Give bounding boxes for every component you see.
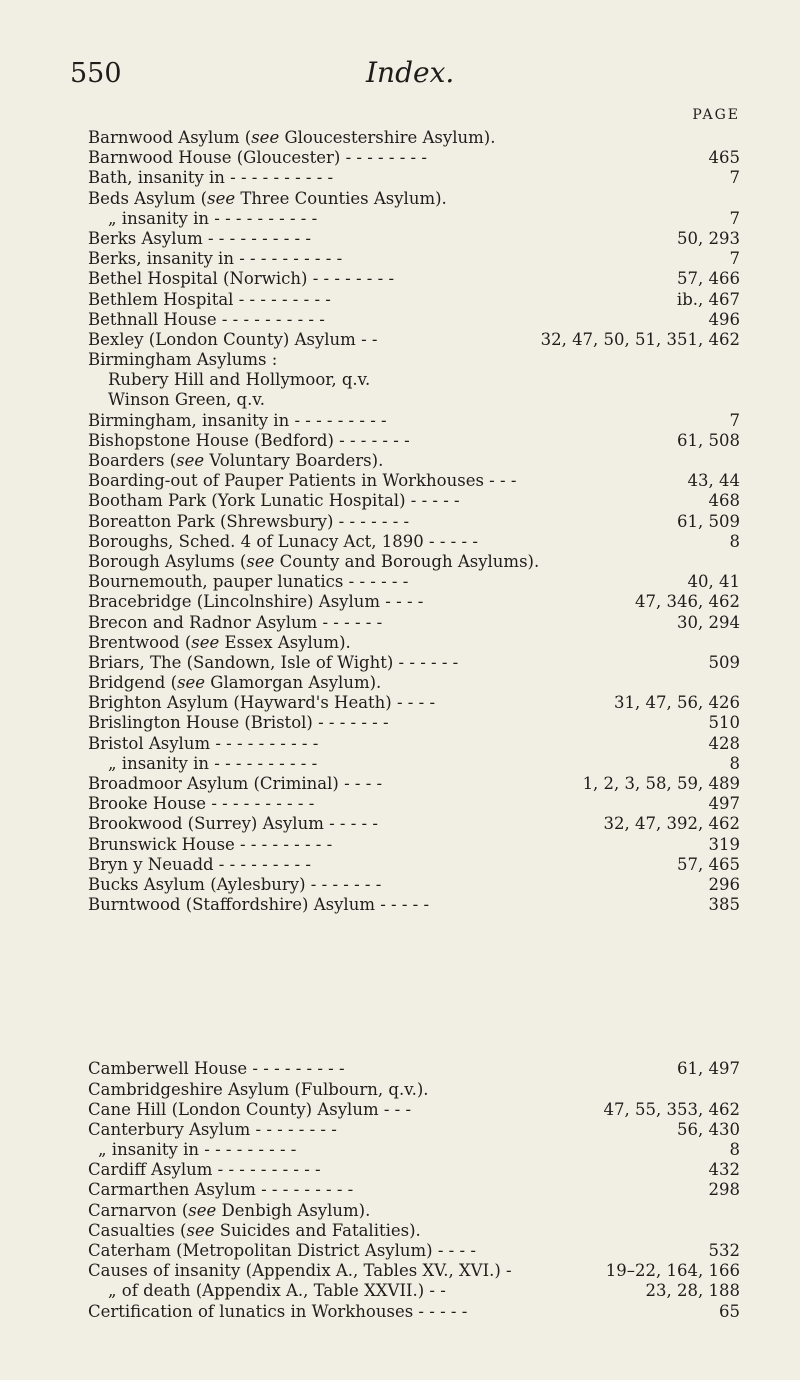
entry-text: „ of death (Appendix A., Table XXVII.) - -: [108, 1281, 446, 1301]
entry-text: Burntwood (Staffordshire) Asylum - - - - -: [88, 895, 430, 915]
entry-text: Carmarthen Asylum - - - - - - - - -: [88, 1180, 354, 1200]
entry-text: Certification of lunatics in Workhouses - - - - -: [88, 1301, 468, 1321]
index-entry: [88, 1201, 740, 1221]
entry-page-ref: 8: [729, 753, 740, 773]
entry-text: Brentwood (see Essex Asylum).: [88, 632, 351, 652]
index-entry: [88, 552, 740, 572]
index-entry: [88, 1302, 740, 1322]
entry-page-ref: 47, 55, 353, 462: [603, 1099, 740, 1119]
entry-text: Cambridgeshire Asylum (Fulbourn, q.v.).: [88, 1079, 429, 1099]
entry-page-ref: 19–22, 164, 166: [605, 1261, 740, 1281]
index-entry: [88, 1160, 740, 1180]
index-entry: [88, 613, 740, 633]
entry-page-ref: 32, 47, 392, 462: [603, 814, 740, 834]
entry-page-ref: 43, 44: [687, 471, 740, 491]
entry-text: Bryn y Neuadd - - - - - - - - -: [88, 854, 311, 874]
entry-text: Briars, The (Sandown, Isle of Wight) - - - - - -: [88, 652, 459, 672]
entry-page-ref: 7: [729, 208, 740, 228]
index-entry: [88, 229, 740, 249]
index-entry: [88, 390, 740, 410]
entry-page-ref: 468: [708, 491, 740, 511]
entry-page-ref: ib., 467: [676, 289, 740, 309]
entry-page-ref: 8: [729, 531, 740, 551]
index-entry: [88, 350, 740, 370]
entry-text: Brunswick House - - - - - - - - -: [88, 834, 333, 854]
index-entry: [88, 491, 740, 511]
index-entry: [88, 512, 740, 532]
entry-text: Caterham (Metropolitan District Asylum) - - - -: [88, 1241, 476, 1260]
index-entry: [88, 1180, 740, 1200]
index-entry: [88, 330, 740, 350]
index-entry: [88, 1261, 740, 1281]
entry-page-ref: 496: [708, 309, 740, 329]
index-entry: [88, 633, 740, 653]
index-entry: [88, 290, 740, 310]
entry-text: „ insanity in - - - - - - - - - -: [108, 208, 318, 228]
page-number: 550: [70, 58, 122, 89]
entry-text: Birmingham, insanity in - - - - - - - - -: [88, 410, 387, 430]
entry-page-ref: 8: [729, 1140, 740, 1160]
entry-text: Casualties (see Suicides and Fatalities).: [88, 1220, 421, 1240]
entry-text: „ insanity in - - - - - - - - -: [98, 1140, 297, 1160]
entry-page-ref: 385: [708, 895, 740, 915]
entry-text: Camberwell House - - - - - - - - -: [88, 1059, 345, 1079]
entry-text: Birmingham Asylums :: [88, 350, 278, 370]
entry-text: Bournemouth, pauper lunatics - - - - - -: [88, 572, 409, 592]
entry-page-ref: 428: [708, 733, 740, 753]
entry-text: Barnwood Asylum (see Gloucestershire Asylum).: [88, 128, 496, 147]
entry-text: Brecon and Radnor Asylum - - - - - -: [88, 612, 383, 632]
entry-page-ref: 296: [708, 874, 740, 894]
entry-page-ref: 7: [729, 249, 740, 269]
entry-text: Winson Green, q.v.: [108, 390, 265, 410]
index-group: [88, 128, 740, 915]
entry-page-ref: 30, 294: [677, 612, 740, 632]
entry-page-ref: 432: [708, 1160, 740, 1180]
entry-text: Bexley (London County) Asylum - -: [88, 329, 378, 349]
entry-page-ref: 56, 430: [677, 1119, 740, 1139]
index-entry: [88, 370, 740, 390]
index-entry: [88, 653, 740, 673]
entry-text: Boroughs, Sched. 4 of Lunacy Act, 1890 - - - - -: [88, 531, 478, 551]
entry-text: Barnwood House (Gloucester) - - - - - - - -: [88, 148, 427, 168]
entry-page-ref: 61, 497: [677, 1059, 740, 1079]
index-entry: [88, 1059, 740, 1079]
index-entry: [88, 673, 740, 693]
entry-text: Bethnall House - - - - - - - - - -: [88, 309, 325, 329]
index-entry: [88, 1100, 740, 1120]
entry-text: Bristol Asylum - - - - - - - - - -: [88, 733, 319, 753]
entry-text: Rubery Hill and Hollymoor, q.v.: [108, 370, 371, 390]
entry-text: Boreatton Park (Shrewsbury) - - - - - - -: [88, 511, 410, 531]
index-entry: [88, 713, 740, 733]
index-entry: [88, 693, 740, 713]
index-entry: [88, 451, 740, 471]
index-entry: [88, 269, 740, 289]
index-entry: [88, 1080, 740, 1100]
section-gap: [88, 915, 740, 1059]
entry-page-ref: 465: [708, 148, 740, 168]
entry-text: Causes of insanity (Appendix A., Tables XV., XVI.) -: [88, 1261, 512, 1281]
entry-text: Canterbury Asylum - - - - - - - -: [88, 1119, 337, 1139]
entry-text: Brookwood (Surrey) Asylum - - - - -: [88, 814, 378, 834]
index-entry: [88, 1120, 740, 1140]
entry-text: Bracebridge (Lincolnshire) Asylum - - - -: [88, 592, 424, 612]
entry-text: Carnarvon (see Denbigh Asylum).: [88, 1200, 371, 1220]
index-entry: [88, 592, 740, 612]
entry-text: Bethel Hospital (Norwich) - - - - - - - -: [88, 269, 395, 289]
entry-page-ref: 57, 465: [677, 854, 740, 874]
entry-text: Bucks Asylum (Aylesbury) - - - - - - -: [88, 874, 382, 894]
index-entry: [88, 249, 740, 269]
entry-text: Bootham Park (York Lunatic Hospital) - - - - -: [88, 491, 460, 511]
entry-page-ref: 57, 466: [677, 269, 740, 289]
index-entry: [88, 209, 740, 229]
entry-page-ref: 32, 47, 50, 51, 351, 462: [540, 329, 740, 349]
index-group: [88, 1059, 740, 1321]
entry-text: Cardiff Asylum - - - - - - - - - -: [88, 1160, 321, 1180]
entry-text: Brooke House - - - - - - - - - -: [88, 794, 315, 814]
entry-text: Broadmoor Asylum (Criminal) - - - -: [88, 774, 383, 793]
index-entry: [88, 754, 740, 774]
entry-text: Bethlem Hospital - - - - - - - - -: [88, 289, 331, 309]
index-entry: [88, 814, 740, 834]
entry-page-ref: 50, 293: [677, 228, 740, 248]
entry-page-ref: 532: [708, 1241, 740, 1260]
entry-text: Boarders (see Voluntary Boarders).: [88, 451, 384, 470]
entry-page-ref: 298: [708, 1180, 740, 1200]
entry-text: Cane Hill (London County) Asylum - - -: [88, 1099, 412, 1119]
index-entry: [88, 895, 740, 915]
index-entry: [88, 148, 740, 168]
entry-page-ref: 7: [729, 410, 740, 430]
index-entry: [88, 1241, 740, 1261]
index-entry: [88, 875, 740, 895]
entry-page-ref: 40, 41: [687, 572, 740, 592]
index-entry: [88, 774, 740, 794]
entry-page-ref: 23, 28, 188: [645, 1281, 740, 1301]
index-entry: [88, 532, 740, 552]
entry-text: Borough Asylums (see County and Borough Asylums).: [88, 551, 540, 571]
index-entry: [88, 310, 740, 330]
index-entry: [88, 471, 740, 491]
entry-text: Bishopstone House (Bedford) - - - - - - -: [88, 430, 410, 450]
index-entry: [88, 411, 740, 431]
index-entries: [88, 128, 740, 1322]
index-entry: [88, 1140, 740, 1160]
index-entry: [88, 835, 740, 855]
index-entry: [88, 128, 740, 148]
entry-text: Berks Asylum - - - - - - - - - -: [88, 228, 311, 248]
entry-text: Brighton Asylum (Hayward's Heath) - - - -: [88, 693, 436, 713]
entry-page-ref: 61, 508: [677, 430, 740, 450]
index-entry: [88, 1221, 740, 1241]
index-entry: [88, 855, 740, 875]
entry-page-ref: 497: [708, 794, 740, 814]
index-entry: [88, 734, 740, 754]
entry-page-ref: 65: [719, 1301, 740, 1321]
entry-text: Berks, insanity in - - - - - - - - - -: [88, 249, 343, 269]
entry-page-ref: 61, 509: [677, 511, 740, 531]
index-entry: [88, 1281, 740, 1301]
page-column-heading: PAGE: [692, 107, 740, 123]
entry-page-ref: 509: [708, 652, 740, 672]
entry-page-ref: 510: [708, 713, 740, 733]
entry-page-ref: 1, 2, 3, 58, 59, 489: [582, 774, 740, 793]
index-entry: [88, 168, 740, 188]
index-entry: [88, 572, 740, 592]
entry-text: Beds Asylum (see Three Counties Asylum).: [88, 188, 447, 208]
entry-page-ref: 31, 47, 56, 426: [614, 693, 740, 713]
index-entry: [88, 431, 740, 451]
entry-text: Bridgend (see Glamorgan Asylum).: [88, 673, 382, 693]
entry-text: Boarding-out of Pauper Patients in Workhouses - - -: [88, 471, 517, 491]
entry-text: Brislington House (Bristol) - - - - - - -: [88, 713, 389, 733]
index-entry: [88, 794, 740, 814]
entry-text: Bath, insanity in - - - - - - - - - -: [88, 168, 334, 188]
entry-page-ref: 47, 346, 462: [635, 592, 740, 612]
entry-page-ref: 7: [729, 168, 740, 188]
index-entry: [88, 189, 740, 209]
entry-page-ref: 319: [708, 834, 740, 854]
entry-text: „ insanity in - - - - - - - - - -: [108, 753, 318, 773]
running-title: Index.: [366, 56, 455, 89]
